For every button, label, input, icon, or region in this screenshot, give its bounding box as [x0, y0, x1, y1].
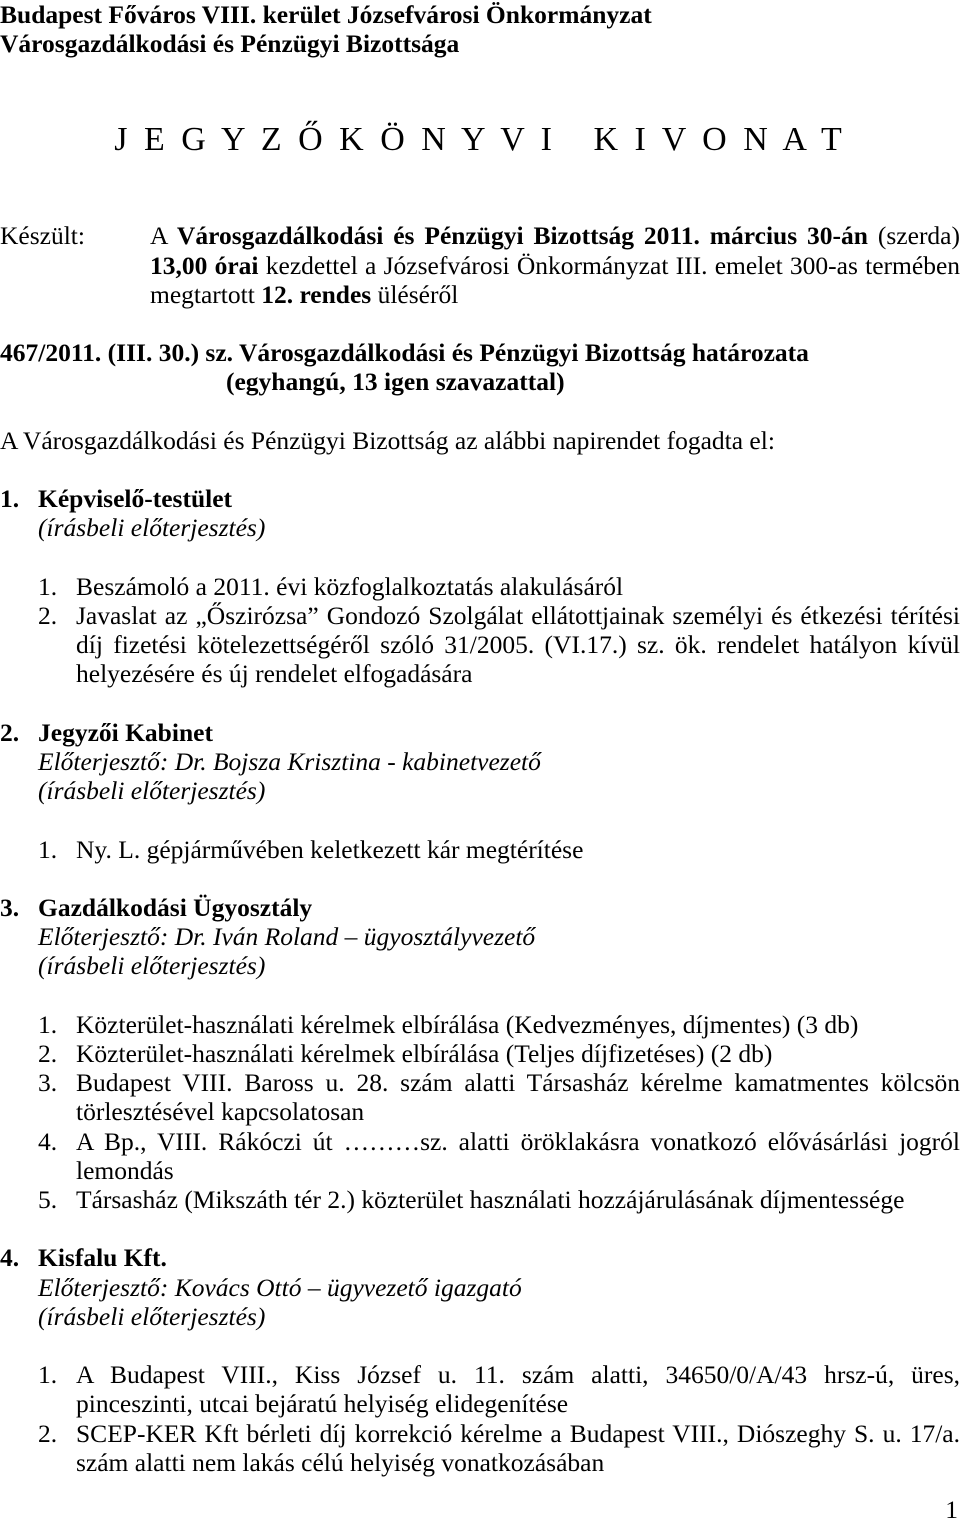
item-text: Közterület-használati kérelmek elbírálása (Teljes díjfizetéses) (2 db)	[76, 1038, 773, 1068]
item-text: Ny. L. gépjárművében keletkezett kár megtérítése	[76, 834, 584, 864]
item-number: 1.	[38, 1009, 58, 1039]
agenda-item	[0, 1185, 960, 1214]
section-title: Gazdálkodási Ügyosztály	[38, 892, 313, 922]
prepared-text-part: A	[150, 221, 177, 251]
header-committee: Városgazdálkodási és Pénzügyi Bizottsága	[0, 29, 460, 59]
prepared-text-part: kezdettel a Józsefvárosi Önkormányzat III. emelet 300-as termében megtartott	[150, 250, 960, 309]
item-text: Közterület-használati kérelmek elbírálása (Kedvezményes, díjmentes) (3 db)	[76, 1009, 859, 1039]
item-text: Budapest VIII. Baross u. 28. szám alatti Társasház kérelme kamatmentes kölcsön törlesztésével kapcsolatosan	[76, 1068, 960, 1127]
section-number: 4.	[0, 1243, 20, 1273]
agenda-item	[0, 1127, 960, 1185]
section-submission: (írásbeli előterjesztés)	[38, 1301, 266, 1331]
agenda-item	[0, 1360, 960, 1418]
section-submission: (írásbeli előterjesztés)	[38, 951, 266, 981]
agenda-intro: A Városgazdálkodási és Pénzügyi Bizottság az alábbi napirendet fogadta el:	[0, 425, 775, 455]
section-presenter: Előterjesztő: Dr. Iván Roland – ügyosztályvezető	[38, 922, 536, 952]
agenda-section-heading	[0, 484, 960, 513]
prepared-text-part: Városgazdálkodási és Pénzügyi Bizottság 2011. március 30-án	[176, 221, 868, 251]
page-number: 1	[945, 1495, 958, 1524]
item-number: 4.	[38, 1126, 58, 1156]
agenda-section-heading	[0, 1243, 960, 1272]
item-number: 2.	[38, 1038, 58, 1068]
document-title: J E G Y Z Ő K Ö N Y V I K I V O N A T	[114, 121, 846, 158]
section-title: Kisfalu Kft.	[38, 1243, 167, 1273]
item-text: A Bp., VIII. Rákóczi út ………sz. alatti öröklakásra vonatkozó elővásárlási jogról lemondás	[76, 1126, 960, 1185]
item-number: 2.	[38, 1418, 58, 1448]
item-number: 1.	[38, 571, 58, 601]
agenda-item	[0, 1068, 960, 1126]
prepared-label: Készült:	[0, 221, 85, 251]
item-text: Beszámoló a 2011. évi közfoglalkoztatás alakulásáról	[76, 571, 624, 601]
agenda-section-heading	[0, 718, 960, 747]
item-number: 5.	[38, 1184, 58, 1214]
prepared-text	[150, 221, 960, 309]
item-number: 2.	[38, 600, 58, 630]
item-number: 1.	[38, 834, 58, 864]
item-text: Javaslat az „Őszirózsa” Gondozó Szolgálat ellátottjainak személyi és étkezési térítési díj fizetési kötelezettségéről szóló 31/2005. (VI.17.) sz. ök. rendelet hatályon kívül helyezésére és új rendelet elfogadására	[76, 600, 960, 689]
agenda-section-heading	[0, 893, 960, 922]
section-presenter: Előterjesztő: Dr. Bojsza Krisztina - kabinetvezető	[38, 746, 541, 776]
agenda-item	[0, 1419, 960, 1477]
section-title: Képviselő-testület	[38, 484, 233, 514]
section-number: 3.	[0, 892, 20, 922]
agenda-item	[0, 1039, 960, 1068]
item-text: SCEP-KER Kft bérleti díj korrekció kérelme a Budapest VIII., Diószeghy S. u. 17/a. szám alatti nem lakás célú helyiség vonatkozásában	[76, 1418, 960, 1477]
prepared-text-part: 12. rendes	[261, 279, 372, 309]
item-number: 3.	[38, 1068, 58, 1098]
item-number: 1.	[38, 1360, 58, 1390]
prepared-text-part: (szerda)	[867, 221, 960, 251]
agenda-item	[0, 1010, 960, 1039]
section-submission: (írásbeli előterjesztés)	[38, 776, 266, 806]
prepared-text-part: üléséről	[371, 279, 459, 309]
resolution-vote: (egyhangú, 13 igen szavazattal)	[226, 367, 565, 397]
item-text: Társasház (Mikszáth tér 2.) közterület használati hozzájárulásának díjmentessége	[76, 1184, 905, 1214]
prepared-text-part: 13,00 órai	[150, 250, 259, 280]
resolution-title: 467/2011. (III. 30.) sz. Városgazdálkodási és Pénzügyi Bizottság határozata	[0, 338, 809, 368]
section-submission: (írásbeli előterjesztés)	[38, 513, 266, 543]
item-text: A Budapest VIII., Kiss József u. 11. szám alatti, 34650/0/A/43 hrsz-ú, üres, pinceszinti, utcai bejáratú helyiség elidegenítése	[76, 1360, 960, 1419]
prepared-block	[0, 221, 960, 309]
section-title: Jegyzői Kabinet	[38, 717, 213, 747]
section-presenter: Előterjesztő: Kovács Ottó – ügyvezető igazgató	[38, 1272, 522, 1302]
section-number: 2.	[0, 717, 20, 747]
agenda-item	[0, 835, 960, 864]
header-organization: Budapest Főváros VIII. kerület Józsefvárosi Önkormányzat	[0, 0, 652, 29]
agenda-item	[0, 601, 960, 689]
agenda-item	[0, 572, 960, 601]
section-number: 1.	[0, 484, 20, 514]
